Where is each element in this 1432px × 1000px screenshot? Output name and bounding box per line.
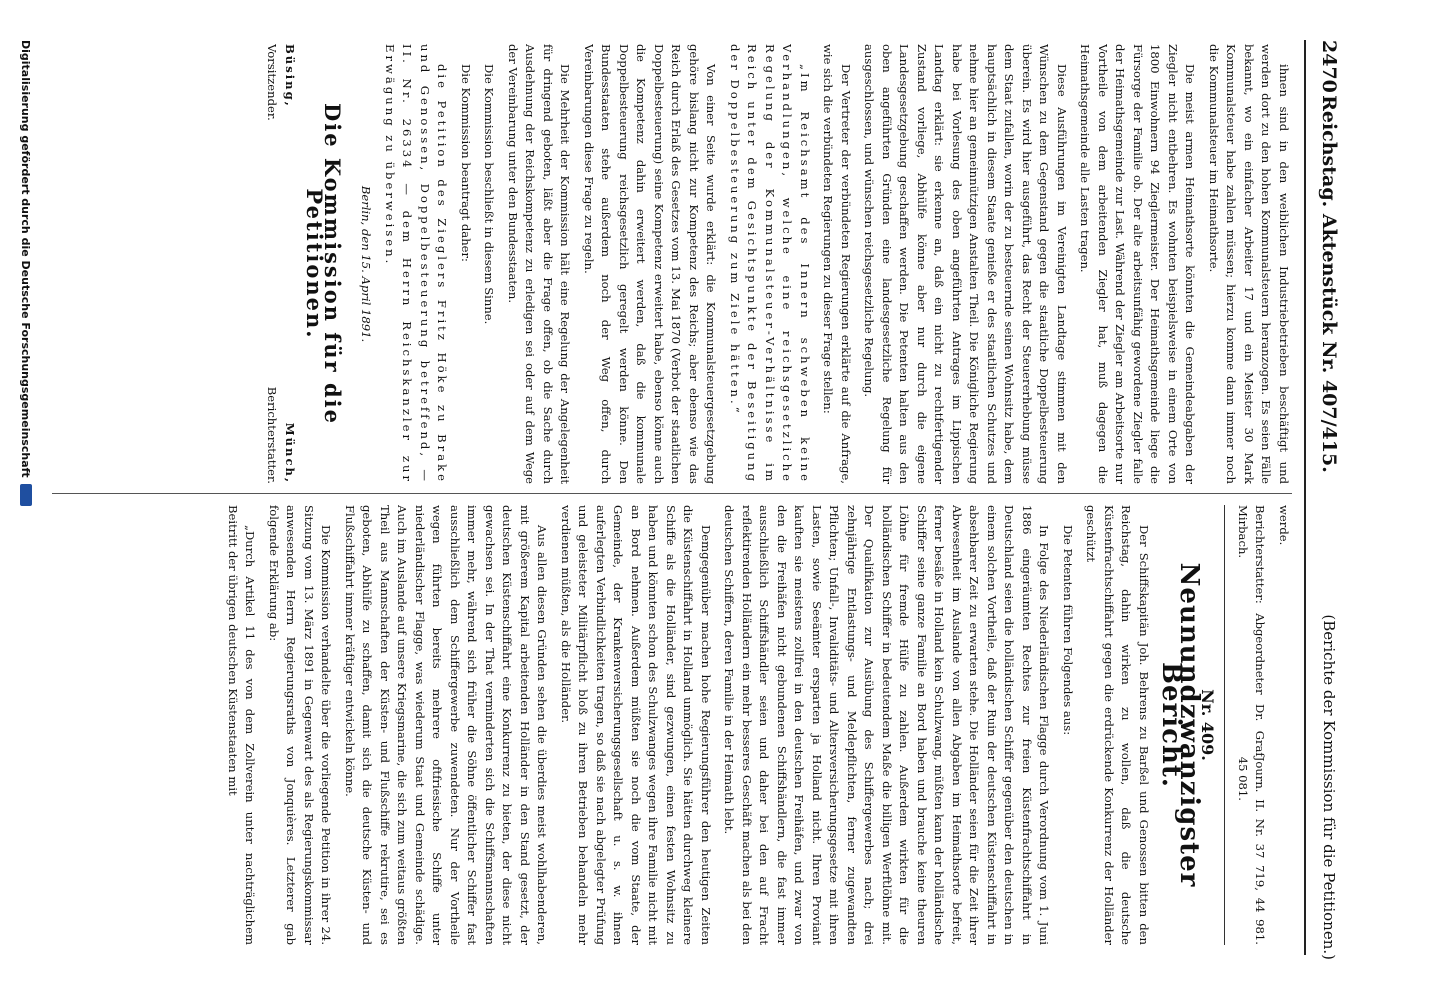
chair-name: Büsing, (283, 44, 297, 108)
right-paragraph: Aus allen diesen Gründen sehen die überdies meist wohlhabenderen, mit größerem Kapital arbeitenden Holländer in den Stand gesetzt, der deutschen Küstenschiffahrt eine Konkurrenz zu bieten, der diese nicht gewachsen sei. In der That verminderten sich die Schiffsmannschaften immer mehr, während sich früher die Söhne öffentlicher Schiffer fast ausschließlich dem Schiffergewerbe zuwendeten. Nur der Vortheile wegen führten bereits mehrere oftfriesische Schiffe unter niederländischer Flagge, was wiederum Staat und Gemeinde schädige. Auch im Auslande auf unsere Kriegsmarine, die sich zum weitaus größten Theil aus Mannschaften der Küsten- und Flußschiffe rekrutire, sei es geboten, Abhülfe zu schaffen, damit sich die deutsche Küsten- und Flußschiffahrt immer kräftiger entwickeln könne. (343, 505, 550, 945)
right-paragraph: „Durch Artikel 11 des von dem Zollverein unter nachträglichem Beitritt der übrigen deutschen Küstenstaaten mit (226, 505, 258, 945)
right-column (42, 505, 1292, 945)
right-paragraph: Die Kommission verhandelte über die vorliegende Petition in ihrer 24. Sitzung vom 13. März 1891 in Gegenwart des als Regierungskommissar anwesenden Herrn Regierungsraths von Jonquières. Letzterer gab folgende Erklärung ab: (267, 505, 334, 945)
journal-reference: Journ. II. Nr. 37 719, 44 981. 45 081. (1236, 756, 1268, 945)
quoted-statement: „Im Reichsamt des Innern schweben keine Verhandlungen, welche eine reichsgesetzliche Regelung der Kommunalsteuer-Verhältnisse im Reich unter dem Gesichtspunkte der Beseitigung der Doppelbesteuerung zum Ziele hätten.“ (728, 44, 812, 484)
report-number: Nr. 409. (1198, 689, 1218, 761)
footer-text: Digitalisierung gefördert durch die Deutsche Forschungsgemeinschaft (19, 40, 33, 478)
rapporteur-signature (263, 387, 298, 484)
right-paragraph: Die Petenten führen Folgendes aus: (1061, 525, 1075, 736)
left-paragraph: Die Kommission beantragt daher: (459, 64, 473, 262)
signatures (263, 44, 298, 484)
motion-text: die Petition des Zieglers Fritz Höke zu Brake und Genossen, Doppelbesteuerung betreffend, — II. Nr. 26334 — dem Herrn Reichskanzler zur Erwägung zu überweisen. (383, 44, 450, 484)
dfg-logo-icon (20, 484, 32, 506)
left-paragraph: Diese Ausführungen im Vereinigten Landtage stimmen mit den Wünschen zu dem Gegenstand gegen die staatliche Doppelbesteuerung überein. Es wird hier ausgeführt, das Recht der Steuererhebung müsse dem Staat zufallen, worin der zu besteuernde seinen Wohnsitz habe, dem hauptsächlich in diesem Staate genieße er des staatlichen Schutzes und nehme hier an gemeinnützigen Anstalten Theil. Die Königliche Regierung habe bei Vorlesung des oben angeführten Antrages im Lippischen Landtag erklärt: sie erkenne an, daß ein nicht zu rechtfertigender Zustand vorliege, Abhülfe könne aber nur durch die eigene Landesgesetzgebung geschaffen werden. Die Petenten halten aus den oben angeführten Gründen eine landesgesetzliche Regelung für ausgeschlossen, und wünschen reichsgesetzliche Regelung. (862, 44, 1069, 484)
left-paragraph: Der Vertreter der verbündeten Regierungen erklärte auf die Anfrage, wie sich die verbündeten Regierungen zu dieser Frage stellen: (821, 44, 853, 484)
left-paragraph: Die Mehrheit der Kommission hält eine Regelung der Angelegenheit für dringend geboten, läßt aber die Frage offen, ob die Sache durch Ausdehnung der Reichskompetenz zu erledigen sei oder auf dem Wege der Vereinbarung unter den Bundesstaaten. (506, 44, 573, 484)
digitization-footer (16, 40, 36, 960)
commission-title: Die Kommission für die Petitionen. (302, 103, 345, 425)
header-title: Reichstag. Aktenstück Nr. 407/415. (1318, 95, 1340, 473)
chair-signature (263, 44, 298, 121)
left-paragraph: Von einer Seite wurde erklärt: die Kommunalsteuergesetzgebung gehöre bislang nicht zur Kompetenz des Reichs; aber ebenso wie das Reich durch Erlaß des Gesetzes vom 13. Mai 1870 (Verbot der staatlichen Doppelbesteuerung) seine Kompetenz erweitert habe, ebenso könne auch die Kompetenz dahin erweitert werden, daß die kommunale Doppelbesteuerung reichsgesetzlich geregelt werden könne. Den Bundesstaaten stehe außerdem noch der Weg offen, durch Vereinbarungen diese Frage zu regeln. (582, 44, 719, 484)
header-rule (1304, 40, 1306, 955)
section-rule (1225, 505, 1226, 945)
right-paragraph: In Folge des Niederländischen Flagge durch Verordnung vom 1. Juni 1886 eingeräumten Rechtes zur freien Küstenfrachtschiffahrt in Deutschland seien die holländischen Schiffer gegenüber den deutschen in einem solchen Vortheile, daß der Ruin der deutschen Küstenschiffahrt in absehbarer Zeit zu erwarten stehe. Die Holländer seien für die Zeit ihrer Abwesenheit im Auslande von allen Abgaben im Heimathsorte befreit, ferner besäße in Holland kein Schulzwang, müßten kann der holländische Schiffer seine ganze Familie an Bord haben und brauche keine theuren Löhne für fremde Hülfe zu zahlen. Außerdem wirkten für die holländischen Schiffer in bedeutendem Maße die billigen Werftlöhne mit. Der Qualifikation zur Ausübung des Schiffergewerbes nach; drei zehnjährige Entlastungs- und Meldepflichten, ferner zugewandten Pflichten; Unfall-, Invaliditäts- und Altersversicherungsgesetze mit ihren Lasten, sowie Seeämter ersparten ja Holland nicht. Ihren Proviant kauften sie meistens zollfrei in den deutschen Freihäfen, und zwar von den die Freihäfen nicht gebundenen Schiffshändlern, die fast immer ausschließlich Schiffshändler seien und daher bei den auf Fracht reflektirenden Holländern ein mehr besseres Geschäft machen als bei den deutschen Schiffern, deren Familie in der Heimath lebt. (722, 505, 1052, 945)
rapporteur-role: Berichterstatter. (265, 386, 280, 484)
date-line: Berlin, den 15. April 1891. (359, 185, 374, 343)
right-paragraph: Der Schiffskapitän Joh. Behrens zu Barßel und Genossen bitten den Reichstag, dahin wirken zu wollen, daß die deutsche Küstenfrachtschiffahrt gegen die erdrückende Konkurrenz der Holländer geschützt (1084, 505, 1151, 945)
report-heading: Neunundzwanzigster Bericht. (1156, 562, 1204, 888)
chair-role: Vorsitzender. (265, 44, 280, 121)
right-paragraph: Demgegenüber machen hohe Regierungsführer den heutigen Zeiten die Küstenschiffahrt in Holland unmöglich. Sie hätten durchweg kleinere Schiffe als die Holländer, sind gezwungen, einen festen Wohnsitz zu haben und könnten schon des Schulzwanges wegen ihre Familie nicht mit an Bord nehmen. Außerdem müßten sie noch die vom Staate, der Gemeinde, der Krankenversicherungsgesellschaft u. s. w. ihnen auferlegten Verbindlichkeiten tragen, so daß sie nach abgelegter Prüfung und geleisteter Militärpflicht bloß zu ihren Betrieben behandeln mehr verdienen müßten, als die Holländer. (559, 505, 713, 945)
page-header (1314, 40, 1344, 960)
left-paragraph: ihnen sind in den weiblichen Industriebetrieben beschäftigt und werden dort zu den hohen Kommunalsteuern heranzogen. Es seien Fälle bekannt, wo ein einfacher Arbeiter 17 und ein Meister 30 Mark Kommunalsteuer habe zahlen müssen; hierzu komme dann immer noch die Kommunalsteuer im Heimathsorte. (1207, 44, 1291, 484)
rapporteur-line: Berichterstatter: Abgeordneter Dr. Graf Mirbach. (1236, 505, 1268, 757)
left-paragraph: Die meist armen Heimathsorte könnten die Gemeindeabgaben der Ziegler nicht entbehren. Es wohnten beispielsweise in einem Orte von 1800 Einwohnern 94 Zieglermeister. Der Heimathsgemeinde liege die Fürsorge der Familie ob. Der alte arbeitsunfähig gewordene Ziegler falle der Heimathsgemeinde zur Last. Während der Ziegler am Arbeitsorte nur Vortheile von dem arbeitenden Ziegler hat, muß dagegen die Heimathsgemeinde alle Lasten tragen. (1078, 44, 1198, 484)
right-intro: werde. (1277, 505, 1291, 546)
header-subtitle: (Berichte der Kommission für die Petitionen.) (1320, 614, 1338, 960)
report-reference (1234, 505, 1269, 945)
left-paragraph: Die Kommission beschließt in diesem Sinne. (482, 64, 497, 325)
rapporteur-name: Münch, (283, 422, 297, 484)
column-divider (52, 493, 1292, 494)
left-column (42, 44, 1292, 484)
page-number: 2470 (1318, 40, 1340, 93)
